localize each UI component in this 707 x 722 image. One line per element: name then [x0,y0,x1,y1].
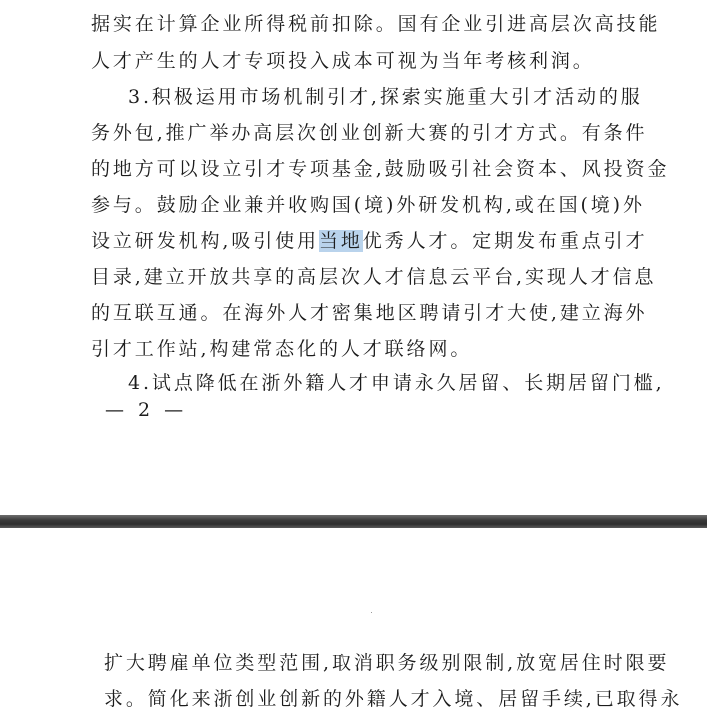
text-line: 参与。鼓励企业兼并收购国(境)外研发机构,或在国(境)外 [91,194,645,216]
text-selection-highlight[interactable]: 当地 [318,230,363,252]
text-line: 扩大聘雇单位类型范围,取消职务级别限制,放宽居住时限要 [104,652,670,674]
text-line: 的地方可以设立引才专项基金,鼓励吸引社会资本、风投资金 [91,158,670,180]
text-line: 3.积极运用市场机制引才,探索实施重大引才活动的服 [128,86,643,108]
text-segment: 优秀人才。定期发布重点引才 [362,230,648,252]
text-line: 目录,建立开放共享的高层次人才信息云平台,实现人才信息 [91,266,657,288]
page-number: — 2 — [105,399,188,421]
text-line: 求。简化来浙创业创新的外籍人才入境、居留手续,已取得永 [104,688,683,710]
text-segment: 设立研发机构,吸引使用 [91,230,319,252]
text-line: 据实在计算企业所得税前扣除。国有企业引进高层次高技能 [91,13,661,35]
page-divider [0,515,707,528]
text-line-with-selection [91,228,647,254]
scan-speck [371,612,372,613]
text-line: 务外包,推广举办高层次创业创新大赛的引才方式。有条件 [91,122,648,144]
text-line: 的互联互通。在海外人才密集地区聘请引才大使,建立海外 [91,302,648,324]
text-line: 引才工作站,构建常态化的人才联络网。 [91,338,473,360]
text-line: 4.试点降低在浙外籍人才申请永久居留、长期居留门槛, [128,372,665,394]
text-line: 人才产生的人才专项投入成本可视为当年考核利润。 [91,50,595,72]
